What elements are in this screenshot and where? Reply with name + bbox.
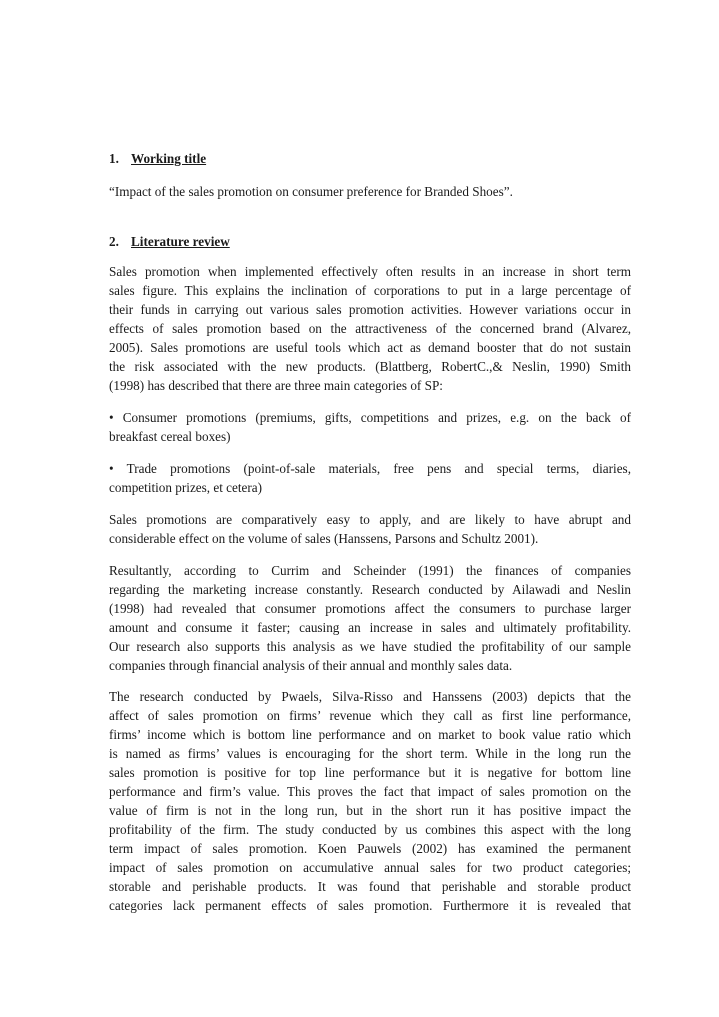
text-line: (1998) had revealed that consumer promotions affect the consumers to purchase larger <box>109 601 631 616</box>
text-line: Sales promotion when implemented effectively often results in an increase in short term <box>109 264 631 279</box>
text-line: competition prizes, et cetera) <box>109 480 263 495</box>
section-title: Working title <box>131 151 207 166</box>
text-line: impact of sales promotion on accumulative annual sales for two product categories; <box>109 860 631 875</box>
text-line: amount and consume it faster; causing an increase in sales and ultimately profitability. <box>109 620 631 635</box>
text-line: term impact of sales promotion. Koen Pauwels (2002) has examined the permanent <box>109 841 631 856</box>
paragraph <box>109 561 631 675</box>
paragraph <box>109 262 631 395</box>
text-line: sales promotion is positive for top line performance but it is negative for bottom line <box>109 765 631 780</box>
text-line: companies through financial analysis of their annual and monthly sales data. <box>109 658 513 673</box>
text-line: regarding the marketing increase constantly. Research conducted by Ailawadi and Neslin <box>109 582 631 597</box>
text-line: performance and firm’s value. This proves the fact that impact of sales promotion on the <box>109 784 631 799</box>
working-title-text: “Impact of the sales promotion on consumer preference for Branded Shoes”. <box>109 184 513 199</box>
text-line: firms’ income which is bottom line performance and on market to book value ratio which <box>109 727 631 742</box>
section-heading-literature-review <box>109 232 631 251</box>
text-line: profitability of the firm. The study conducted by us combines this aspect with the long <box>109 822 631 837</box>
text-line: value of firm is not in the long run, but in the short run it has positive impact the <box>109 803 631 818</box>
text-line: 2005). Sales promotions are useful tools which act as demand booster that do not sustain <box>109 340 631 355</box>
text-line: • Consumer promotions (premiums, gifts, competitions and prizes, e.g. on the back of <box>109 410 631 425</box>
section-heading-working-title <box>109 149 631 168</box>
section-title: Literature review <box>131 234 230 249</box>
text-line: storable and perishable products. It was found that perishable and storable product <box>109 879 631 894</box>
text-line: considerable effect on the volume of sales (Hanssens, Parsons and Schultz 2001). <box>109 531 539 546</box>
text-line: is named as firms’ values is encouraging for the short term. While in the long run the <box>109 746 631 761</box>
text-line: Sales promotions are comparatively easy to apply, and are likely to have abrupt and <box>109 512 631 527</box>
paragraph <box>109 687 631 915</box>
section-number: 2. <box>109 234 119 249</box>
text-line: • Trade promotions (point-of-sale materials, free pens and special terms, diaries, <box>109 461 631 476</box>
text-line: Resultantly, according to Currim and Scheinder (1991) the finances of companies <box>109 563 631 578</box>
text-line: the risk associated with the new products. (Blattberg, RobertC.,& Neslin, 1990) Smith <box>109 359 631 374</box>
section-number: 1. <box>109 151 119 166</box>
text-line: their funds in carrying out various sales promotion activities. However variations occur in <box>109 302 631 317</box>
text-line: The research conducted by Pwaels, Silva-Risso and Hanssens (2003) depicts that the <box>109 689 631 704</box>
text-line: affect of sales promotion on firms’ revenue which they call as first line performance, <box>109 708 631 723</box>
text-line: breakfast cereal boxes) <box>109 429 231 444</box>
bullet-item-trade-promotions <box>109 459 631 497</box>
text-line: sales figure. This explains the inclination of corporations to put in a large percentage of <box>109 283 631 298</box>
text-line: categories lack permanent effects of sales promotion. Furthermore it is revealed that <box>109 898 631 913</box>
bullet-item-consumer-promotions <box>109 408 631 446</box>
text-line: effects of sales promotion based on the attractiveness of the concerned brand (Alvarez, <box>109 321 631 336</box>
text-line: (1998) has described that there are three main categories of SP: <box>109 378 443 393</box>
paragraph <box>109 510 631 548</box>
text-line: Our research also supports this analysis as we have studied the profitability of our sample <box>109 639 631 654</box>
